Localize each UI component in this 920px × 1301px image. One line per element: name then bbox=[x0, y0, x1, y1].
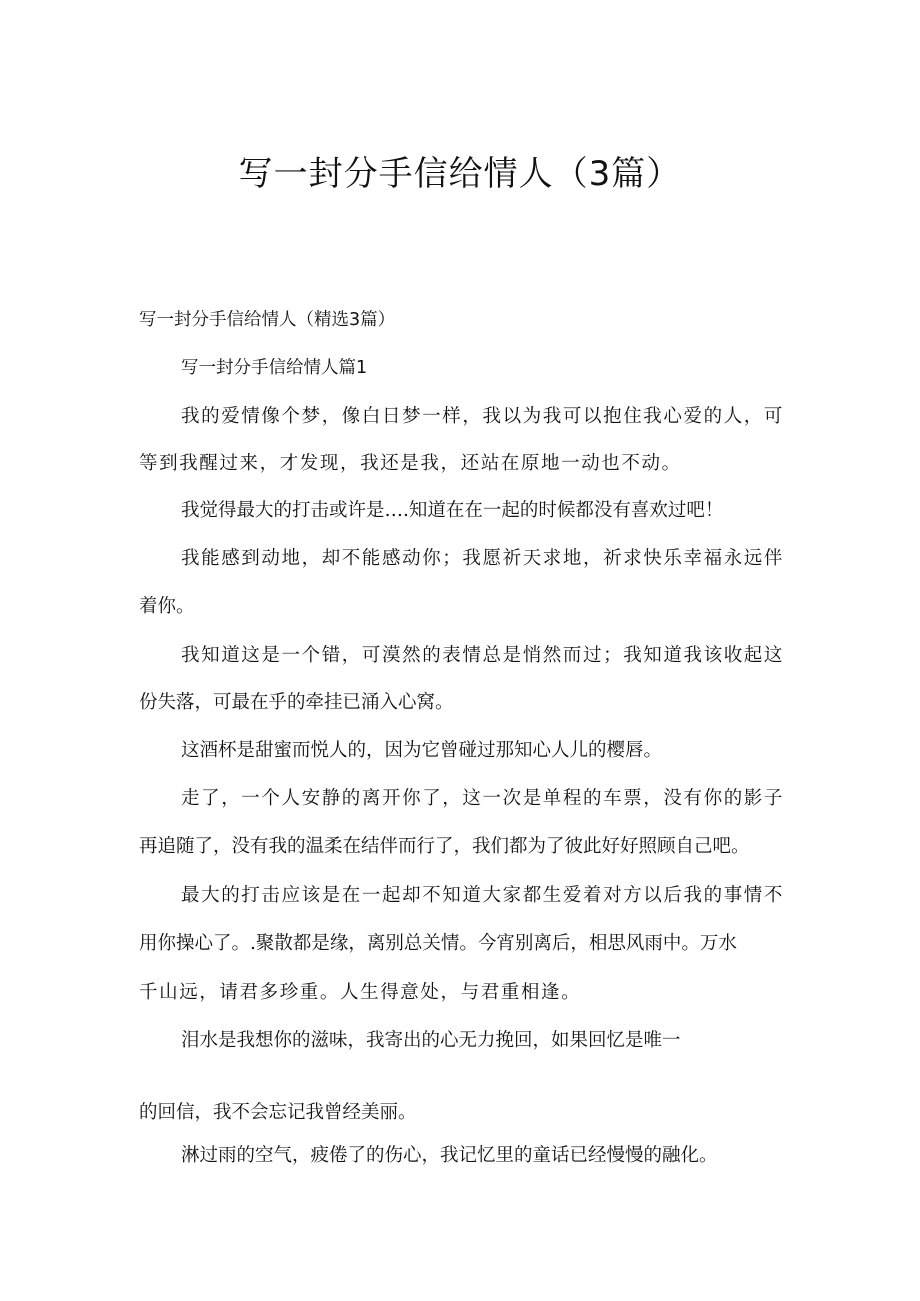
paragraph-line: 的回信，我不会忘记我曾经美丽。 bbox=[139, 1102, 417, 1123]
paragraph-line: 我能感到动地，却不能感动你；我愿祈天求地，祈求快乐幸福永远伴 bbox=[181, 548, 785, 569]
paragraph-line: 泪水是我想你的滋味，我寄出的心无力挽回，如果回忆是唯一 bbox=[181, 1030, 681, 1051]
paragraph-line: 着你。 bbox=[139, 596, 195, 617]
paragraph-line: 走了，一个人安静的离开你了，这一次是单程的车票，没有你的影子 bbox=[181, 788, 785, 809]
paragraph-line: 我知道这是一个错，可漠然的表情总是悄然而过；我知道我该收起这 bbox=[181, 645, 785, 666]
paragraph-line: 再追随了，没有我的温柔在结伴而行了，我们都为了彼此好好照顾自己吧。 bbox=[139, 836, 750, 857]
paragraph-line: 这酒杯是甜蜜而悦人的，因为它曾碰过那知心人儿的樱唇。 bbox=[181, 740, 663, 761]
document-title: 写一封分手信给情人（3篇） bbox=[238, 154, 682, 194]
section-title: 写一封分手信给情人篇1 bbox=[181, 358, 368, 378]
paragraph-line: 我觉得最大的打击或许是….知道在在一起的时候都没有喜欢过吧！ bbox=[181, 500, 724, 521]
paragraph-line: 用你操心了。.聚散都是缘，离别总关情。今宵别离后，相思风雨中。万水 bbox=[139, 933, 737, 954]
paragraph-line: 我的爱情像个梦，像白日梦一样，我以为我可以抱住我心爱的人，可 bbox=[181, 406, 785, 427]
paragraph-line: 千山远，请君多珍重。人生得意处，与君重相逢。 bbox=[139, 982, 582, 1003]
paragraph-line: 最大的打击应该是在一起却不知道大家都生爱着对方以后我的事情不 bbox=[181, 885, 785, 906]
paragraph-line: 淋过雨的空气，疲倦了的伤心，我记忆里的童话已经慢慢的融化。 bbox=[181, 1145, 718, 1166]
paragraph-line: 等到我醒过来，才发现，我还是我，还站在原地一动也不动。 bbox=[139, 453, 682, 474]
document-heading: 写一封分手信给情人（精选3篇） bbox=[139, 310, 396, 330]
paragraph-line: 份失落，可最在乎的牵挂已涌入心窝。 bbox=[139, 692, 454, 713]
